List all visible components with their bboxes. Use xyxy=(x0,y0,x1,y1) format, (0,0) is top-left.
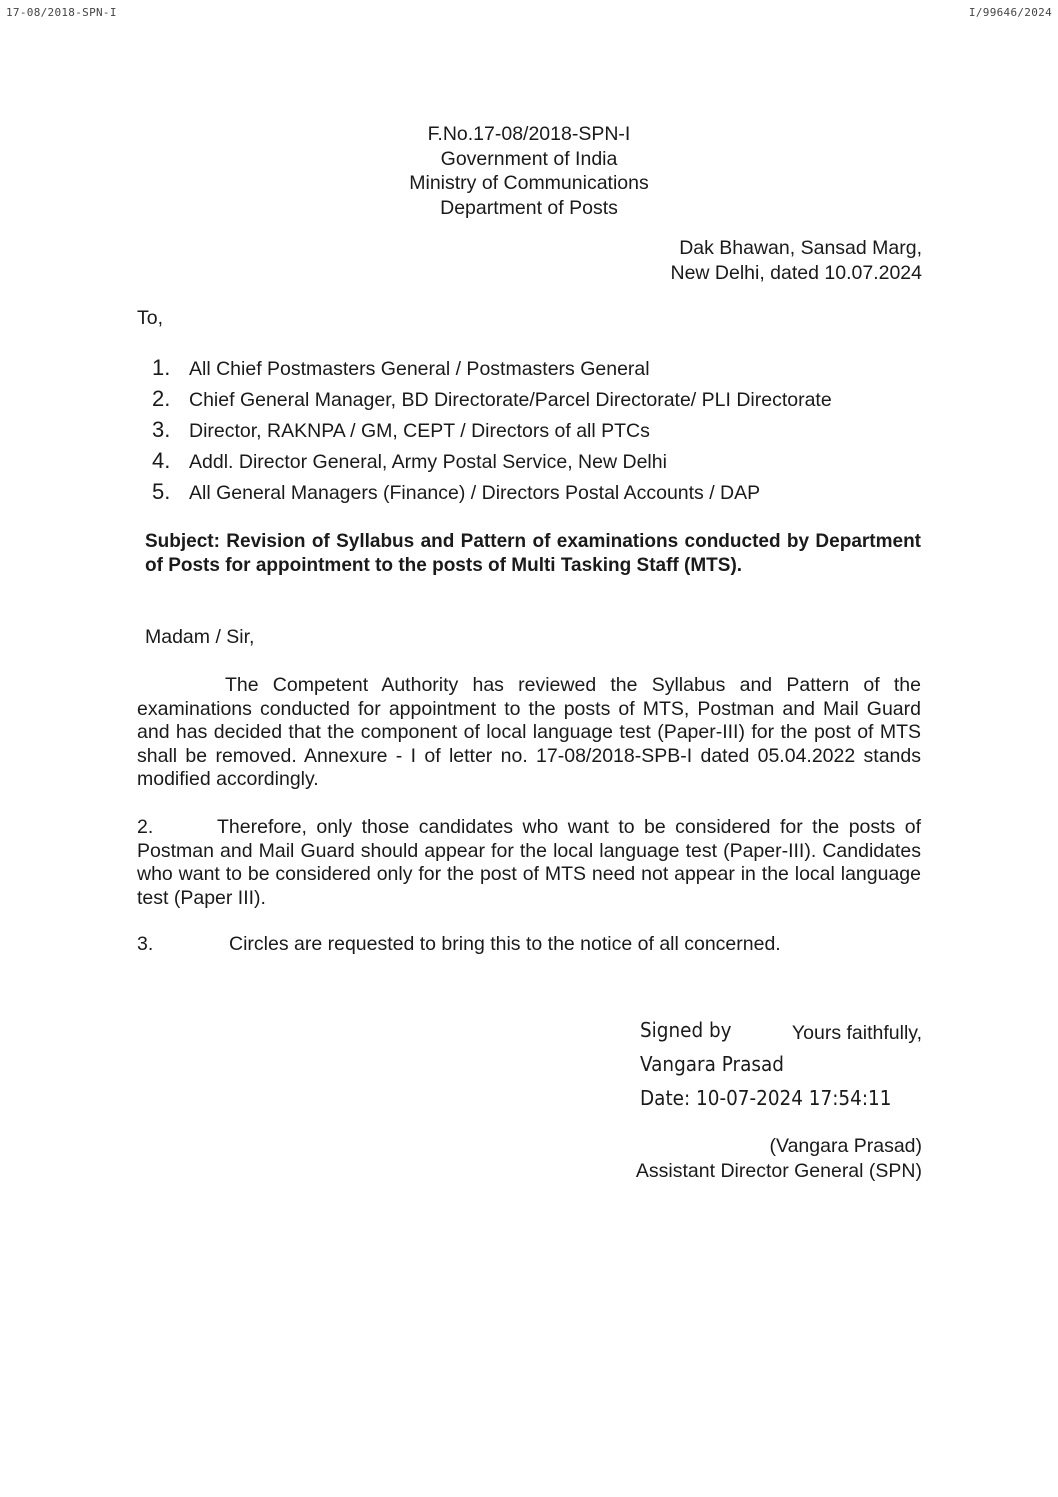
letter-date: New Delhi, dated 10.07.2024 xyxy=(670,262,922,284)
digital-signature-block xyxy=(640,1018,922,1118)
recipient-text: All Chief Postmasters General / Postmasters General xyxy=(189,358,650,380)
office-address: Dak Bhawan, Sansad Marg, xyxy=(679,237,922,259)
signatory xyxy=(636,1134,922,1184)
recipient-number: 2. xyxy=(152,386,171,411)
paragraph-number: 3. xyxy=(137,933,154,955)
place-and-date xyxy=(670,236,922,286)
recipient-number: 4. xyxy=(152,448,171,473)
department-name: Department of Posts xyxy=(440,196,618,219)
recipient-item xyxy=(152,479,832,510)
signed-by-label: Signed by xyxy=(640,1018,732,1042)
closing-phrase: Yours faithfully, xyxy=(791,1022,922,1044)
recipient-number: 1. xyxy=(152,355,171,380)
ministry-name: Ministry of Communications xyxy=(409,172,649,194)
signature-date: Date: 10-07-2024 17:54:11 xyxy=(640,1086,892,1110)
paragraph-number: 2. xyxy=(137,816,154,838)
paragraph-3 xyxy=(137,933,921,957)
page-marker-file-no: 17-08/2018-SPN-I xyxy=(6,6,117,19)
page-marker-receipt-no: I/99646/2024 xyxy=(968,6,1052,19)
recipient-text: Director, RAKNPA / GM, CEPT / Directors of all PTCs xyxy=(189,420,650,442)
paragraph-text: Therefore, only those candidates who want to be considered for the posts of Postman and Mail Guard should appear for the local language test (Paper-III). Candidates who want to be considered only for the post of MTS need not appear in the local language test (Paper III). xyxy=(137,816,921,909)
recipient-item xyxy=(152,386,832,417)
recipient-item xyxy=(152,355,832,386)
recipient-text: All General Managers (Finance) / Directors Postal Accounts / DAP xyxy=(189,482,761,504)
recipient-item xyxy=(152,417,832,448)
file-number: F.No.17-08/2018-SPN-I xyxy=(427,123,631,145)
signatory-name: (Vangara Prasad) xyxy=(769,1135,922,1157)
paragraph-1: The Competent Authority has reviewed the Syllabus and Pattern of the examinations conducted for appointment to the posts of MTS, Postman and Mail Guard and has decided that the component of local language test (Paper-III) for the post of MTS shall be removed. Annexure - I of letter no. 17-08/2018-SPB-I dated 05.04.2022 stands modified accordingly. xyxy=(137,674,921,790)
signer-name: Vangara Prasad xyxy=(640,1052,784,1076)
recipient-number: 5. xyxy=(152,479,171,504)
recipient-text: Addl. Director General, Army Postal Service, New Delhi xyxy=(189,451,667,473)
recipients-list xyxy=(152,355,832,510)
recipient-text: Chief General Manager, BD Directorate/Parcel Directorate/ PLI Directorate xyxy=(189,389,832,411)
recipient-number: 3. xyxy=(152,417,171,442)
signatory-designation: Assistant Director General (SPN) xyxy=(635,1160,922,1182)
to-label: To, xyxy=(137,307,164,329)
paragraph-text: Circles are requested to bring this to the notice of all concerned. xyxy=(229,933,781,955)
recipient-item xyxy=(152,448,832,479)
letter-header xyxy=(0,122,1058,220)
subject-line: Subject: Revision of Syllabus and Pattern of examinations conducted by Department of Posts for appointment to the posts of Multi Tasking Staff (MTS). xyxy=(145,531,921,576)
salutation: Madam / Sir, xyxy=(145,626,255,648)
paragraph-2 xyxy=(137,816,921,910)
government-name: Government of India xyxy=(440,147,618,170)
